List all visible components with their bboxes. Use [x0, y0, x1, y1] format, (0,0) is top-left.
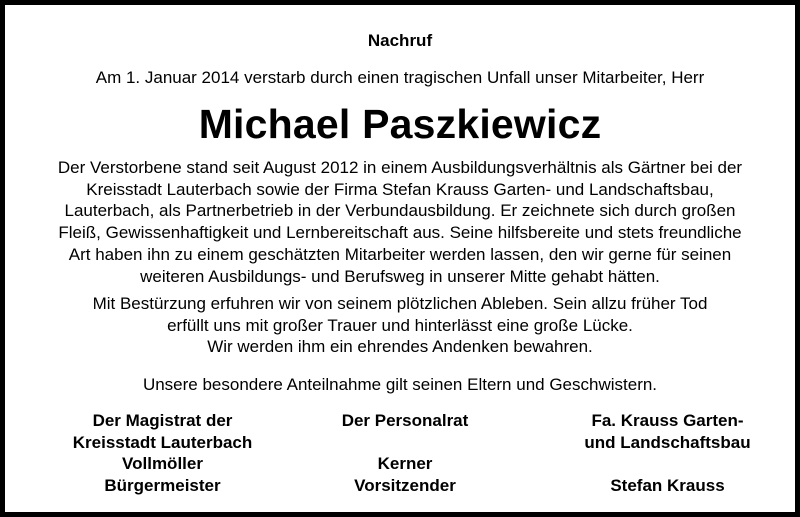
condolence-line: Mit Bestürzung erfuhren wir von seinem plötzlichen Ableben. Sein allzu früher Tod: [92, 294, 708, 313]
signer-org-line: Fa. Krauss Garten-: [591, 411, 744, 430]
condolence-line: Wir werden ihm ein ehrendes Andenken bewahren.: [207, 337, 593, 357]
biography-line: Art haben ihn zu einem geschätzten Mitarbeiter werden lassen, den wir gerne für seinen: [68, 244, 732, 264]
deceased-name: Michael Paszkiewicz: [198, 101, 602, 147]
signer-personalrat: [290, 410, 520, 497]
biography-paragraph: [25, 157, 775, 287]
signer-krauss: [545, 410, 790, 497]
sympathy-paragraph: [25, 374, 775, 396]
signer-magistrat: [35, 410, 290, 497]
biography-line: Lauterbach, als Partnerbetrieb in der Verbundausbildung. Er zeichnete sich durch großen: [64, 201, 736, 221]
condolence-paragraph: [25, 293, 775, 358]
sympathy-line: Unsere besondere Anteilnahme gilt seinen Eltern und Geschwistern.: [142, 375, 658, 394]
signer-role: Vorsitzender: [354, 476, 456, 496]
biography-line: weiteren Ausbildungs- und Berufsweg in unserer Mitte gehabt hätten.: [140, 266, 660, 286]
signer-person: Stefan Krauss: [610, 476, 725, 496]
signature-block: [5, 410, 795, 500]
signer-org-line: Kreisstadt Lauterbach: [72, 432, 253, 452]
signer-spacer: [545, 453, 790, 475]
signer-org-line: und Landschaftsbau: [584, 432, 751, 452]
biography-line: Kreisstadt Lauterbach sowie der Firma Stefan Krauss Garten- und Landschaftsbau,: [86, 179, 714, 199]
signer-org-line: Der Personalrat: [341, 411, 469, 430]
condolence-line: erfüllt uns mit großer Trauer und hinterlässt eine große Lücke.: [167, 315, 633, 335]
biography-line: Fleiß, Gewissenhaftigkeit und Lernbereitschaft aus. Seine hilfsbereite und stets freundliche: [58, 223, 742, 243]
biography-line: Der Verstorbene stand seit August 2012 in einem Ausbildungsverhältnis als Gärtner bei der: [57, 158, 743, 177]
signer-org-line: Der Magistrat der: [92, 411, 233, 430]
signer-person: Kerner: [377, 454, 433, 474]
notice-heading: Nachruf: [367, 31, 433, 50]
signer-person: Vollmöller: [122, 454, 203, 474]
signer-spacer: [290, 432, 520, 454]
intro-sentence: Am 1. Januar 2014 verstarb durch einen tragischen Unfall unser Mitarbeiter, Herr: [95, 68, 705, 87]
signer-role: Bürgermeister: [104, 476, 221, 496]
